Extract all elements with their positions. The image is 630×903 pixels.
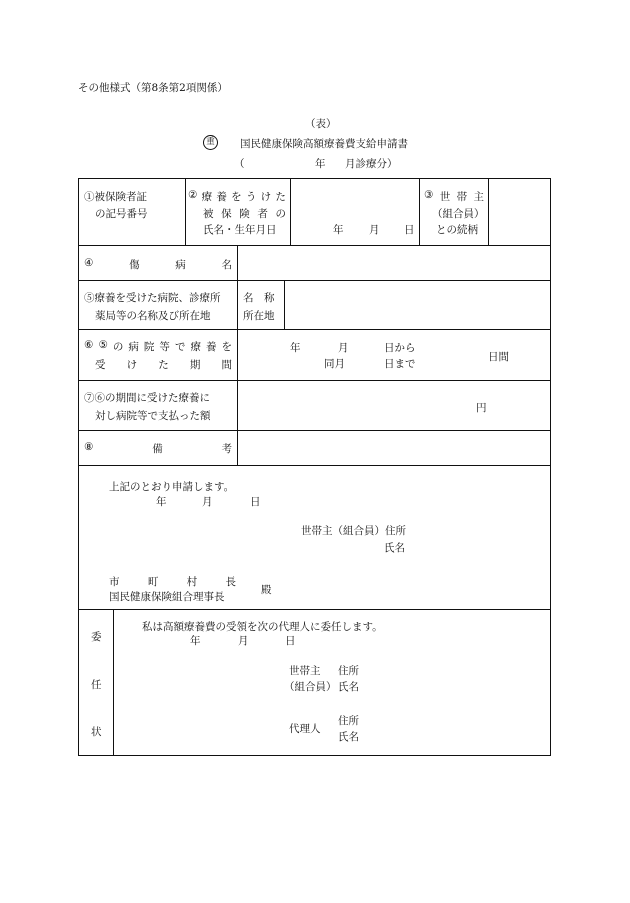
application-statement: 上記のとおり申請します。 [109,481,235,493]
patient-label-line3: 氏名・生年月日 [203,224,277,236]
delegation-householder-name: 氏名 [338,681,359,693]
period-start-year: 年 [290,342,301,354]
period-month-label: 月診療分） [345,158,398,170]
hospital-label-line1: ⑤療養を受けた病院、診療所 [84,292,221,304]
remarks-label: ⑧ 備 考 [84,441,232,455]
agent-address-label: 住所 [338,715,359,727]
side-label: （表） [305,118,337,130]
hospital-label-line2: 薬局等の名称及び所在地 [95,310,211,322]
application-month: 月 [202,496,213,508]
remarks-field[interactable] [238,432,549,464]
application-year: 年 [156,496,167,508]
agent-label: 代理人 [289,723,321,735]
amount-paid-field[interactable] [238,382,468,429]
period-start-month: 月 [338,342,349,354]
addressee-union-chairman: 国民健康保険組合理事長 [109,591,225,603]
delegation-side-char-1: 委 [91,631,102,643]
householder-name-label: 氏名 [384,542,405,554]
patient-birth-day: 日 [404,224,415,236]
delegation-side-char-3: 状 [91,726,102,738]
period-open-paren: （ [234,158,245,170]
householder-address-label: 世帯主（組合員）住所 [301,525,406,537]
delegation-year: 年 [190,635,201,647]
addressee-mayor: 市 町 村 長 [109,576,236,588]
patient-birth-month: 月 [369,224,380,236]
treatment-period-label-line1: ⑥ ⑤ の 病 院 等 で 療 養 を [84,339,232,353]
delegation-side-char-2: 任 [91,679,102,691]
hospital-name-address-field[interactable] [285,282,549,328]
injury-name-label: ④ 傷 病 名 [84,257,232,271]
amount-paid-label-line2: 対し病院等で支払った額 [95,410,211,422]
delegation-statement: 私は高額療養費の受領を次の代理人に委任します。 [142,621,383,633]
form-title: 国民健康保険高額療養費支給申請書 [240,138,408,150]
delegation-union-member-label: （組合員） [284,681,337,693]
amount-paid-label-line1: ⑦⑥の期間に受けた療養に [84,392,210,404]
treatment-period-field[interactable] [238,331,549,379]
agent-name-label: 氏名 [338,731,359,743]
relationship-field[interactable] [489,181,549,245]
application-day: 日 [250,496,261,508]
patient-label-line1: ② 療 養 を う け た [188,189,286,203]
form-reference: その他様式（第8条第2項関係） [78,82,228,94]
insurance-card-label-line2: の記号番号 [95,208,148,220]
insurance-card-label-line1: ①被保険者証 [84,191,147,203]
patient-label-line2: 被 保 険 者 の [203,208,286,220]
patient-birth-year: 年 [333,224,344,236]
delegation-day: 日 [285,635,296,647]
delegation-householder-address: 住所 [338,665,359,677]
priority-seal-icon: 重 [203,135,218,150]
period-start-day: 日から [384,342,416,354]
period-days: 日間 [488,351,509,363]
treatment-period-label-line2: 受 け た 期 間 [95,359,232,371]
hospital-address-label: 所在地 [243,310,275,322]
addressee-honorific: 殿 [261,584,272,596]
amount-unit-yen: 円 [476,402,487,414]
period-year-label: 年 [315,158,326,170]
delegation-householder-label: 世帯主 [289,665,321,677]
patient-name-birthdate-field[interactable] [291,181,419,245]
period-end-month: 同月 [324,358,345,370]
period-end-day: 日まで [384,358,416,370]
injury-name-field[interactable] [238,247,549,279]
relationship-label-line3: との続柄 [436,224,478,236]
hospital-name-label: 名 称 [243,292,275,304]
delegation-month: 月 [238,635,249,647]
relationship-label-line2: （組合員） [432,208,485,220]
relationship-label-line1: ③ 世 帯 主 [424,189,484,203]
